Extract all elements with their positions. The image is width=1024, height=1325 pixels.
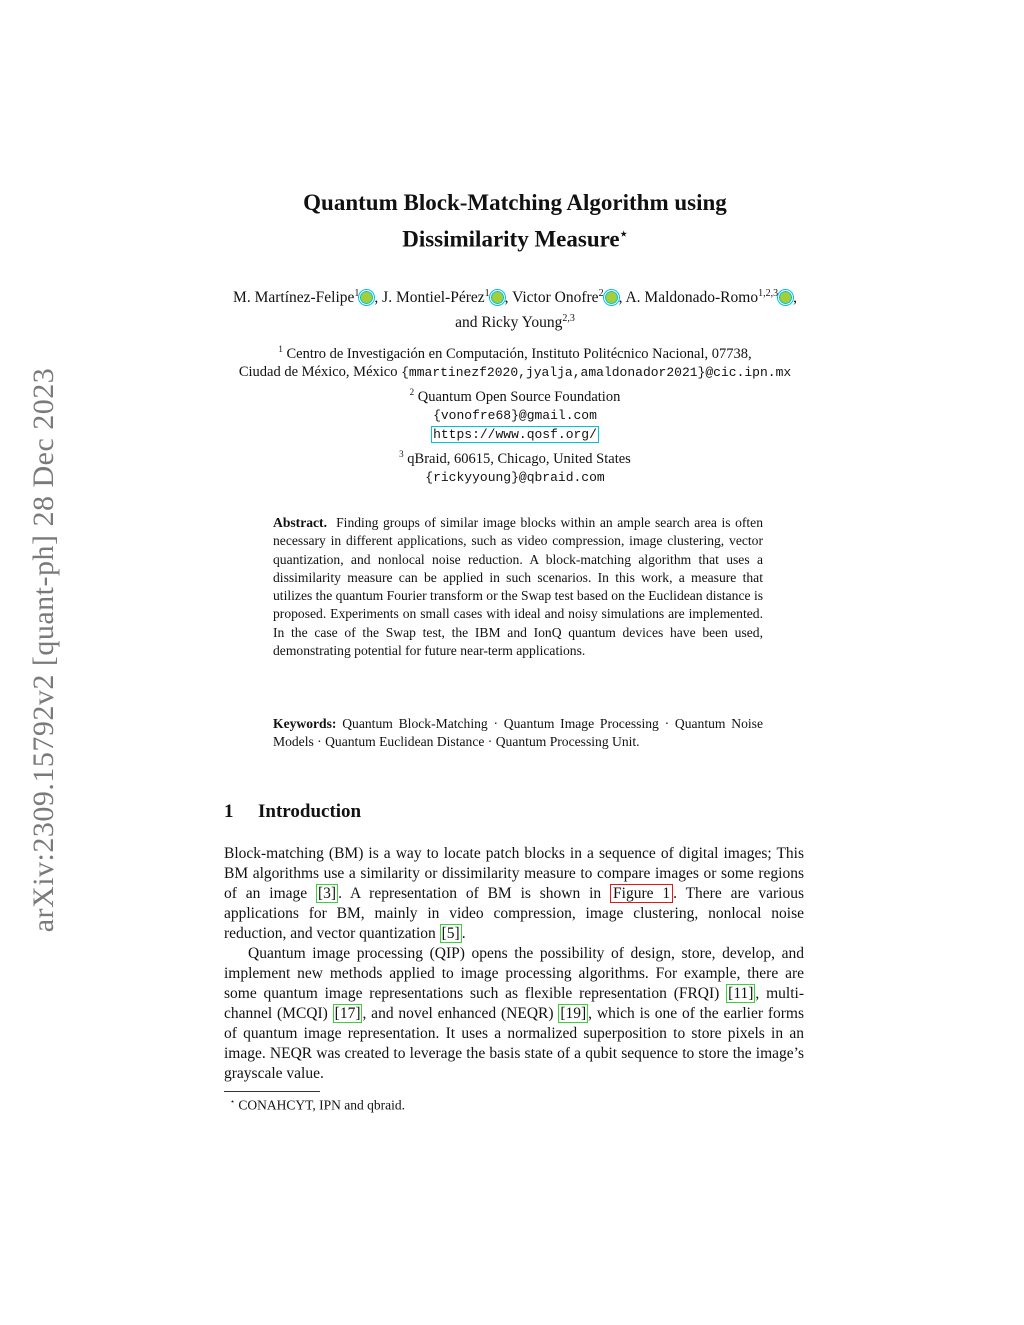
section-number: 1 (224, 801, 234, 822)
title-line-2: Dissimilarity Measure (402, 226, 620, 252)
keywords-text: Quantum Block-Matching · Quantum Image Processing · Quantum Noise Models · Quantum Euclidean Distance · Quantum Processing Unit. (273, 716, 763, 750)
keywords-label: Keywords: (273, 716, 337, 731)
affiliation-2-url-link[interactable]: https://www.qosf.org/ (433, 427, 597, 443)
affiliation-2-name: Quantum Open Source Foundation (417, 388, 621, 405)
author-affiliation-mark: 1,2,3 (758, 288, 779, 299)
title-line-1: Quantum Block-Matching Algorithm using (303, 190, 727, 215)
affiliation-3-name: qBraid, 60615, Chicago, United States (407, 450, 631, 467)
affiliation-2-email: {vonofre68}@gmail.com (433, 407, 597, 423)
affiliation-1-line-2: Ciudad de México, México (238, 364, 398, 381)
author-affiliation-mark: 2 (598, 288, 604, 299)
author-name: J. Montiel-Pérez (382, 289, 485, 307)
arxiv-identifier: arXiv:2309.15792v2 [quant-ph] 28 Dec 2023 (27, 367, 60, 933)
footnote-divider (224, 1091, 320, 1092)
title-footnote-mark: ⋆ (619, 226, 628, 241)
affiliation-number: 1 (278, 344, 283, 354)
keywords (273, 715, 763, 752)
author-name: Ricky Young (481, 314, 563, 332)
orcid-icon[interactable] (360, 291, 373, 304)
author-affiliation-mark: 1 (354, 288, 360, 299)
abstract-label: Abstract. (273, 515, 327, 530)
affiliation-1-email: {mmartinezf2020,jyalja,amaldonador2021}@cic.ipn.mx (401, 365, 792, 381)
orcid-icon[interactable] (779, 291, 792, 304)
citation-link[interactable]: [17] (334, 1005, 361, 1022)
citation-link[interactable]: [5] (441, 925, 460, 942)
affiliation-number: 2 (409, 386, 415, 397)
abstract (273, 514, 763, 660)
citation-link[interactable]: [11] (728, 985, 754, 1002)
orcid-icon[interactable] (605, 291, 618, 304)
figure-reference-link[interactable]: Figure 1 (610, 884, 673, 903)
author-name: Victor Onofre (512, 289, 599, 307)
affiliations (200, 340, 830, 487)
author-list: M. Martínez-Felipe$^1$ , J. Montiel-Pérez$^1$ , Victor Onofre$^2$ , A. Maldonado-Romo$^{1,2,3}$ , and Ricky Young$^{2,3}$ (233, 288, 797, 332)
abstract-text: Finding groups of similar image blocks within an ample search area is often necessary in different applications, such as video compression, image clustering, vector quantization, and nonlocal noise reduction. A block-matching algorithm that uses a dissimilarity measure can be applied in such scenarios. In this work, a measure that utilizes the quantum Fourier transform or the Swap test based on the Euclidean distance is proposed. Experiments on small cases with ideal and noisy simulations are implemented. In the case of the Swap test, the IBM and IonQ quantum devices have been used, demonstrating potential for future near-term applications. (273, 515, 764, 659)
affiliation-3-email: {rickyyoung}@qbraid.com (425, 469, 605, 485)
section-title: Introduction (258, 801, 362, 822)
author-affiliation-mark: 1 (484, 288, 490, 299)
footnote-mark: ⋆ (230, 1097, 236, 1106)
author-name: A. Maldonado-Romo (625, 289, 759, 307)
affiliation-number: 3 (399, 448, 404, 459)
author-name: M. Martínez-Felipe (233, 289, 355, 307)
paper-title (160, 187, 870, 255)
author-affiliation-mark: 2,3 (562, 313, 575, 325)
footnote-text: CONAHCYT, IPN and qbraid. (238, 1097, 405, 1113)
affiliation-1-line-1: Centro de Investigación en Computación, Instituto Politécnico Nacional, 07738, (286, 345, 752, 362)
intro-paragraph-2: Quantum image processing (QIP) opens the possibility of design, store, develop, and implement new methods applied to image processing algorithms. For example, there are some quantum image representations such as flexible representation (FRQI) [11] , multi-channel (MCQI) [17] , and novel enhanced (NEQR) [19] , which is one of the earlier forms of quantum image representation. It uses a normalized superposition to store pixels in an image. NEQR was created to leverage the basis state of a qubit sequence to store the image’s grayscale value. (224, 945, 805, 1082)
intro-paragraph-1: Block-matching (BM) is a way to locate patch blocks in a sequence of digital images; This BM algorithms use a similarity or dissimilarity measure to compare images or some regions of an image [3] . A representation of BM is shown in Figure 1 . There are various applications for BM, mainly in video compression, image clustering, nonlocal noise reduction, and vector quantization [5] . (224, 845, 804, 942)
citation-link[interactable]: [19] (560, 1005, 587, 1022)
footnote (230, 1097, 405, 1114)
citation-link[interactable]: [3] (318, 885, 337, 902)
orcid-icon[interactable] (491, 291, 504, 304)
section-heading (224, 801, 361, 823)
